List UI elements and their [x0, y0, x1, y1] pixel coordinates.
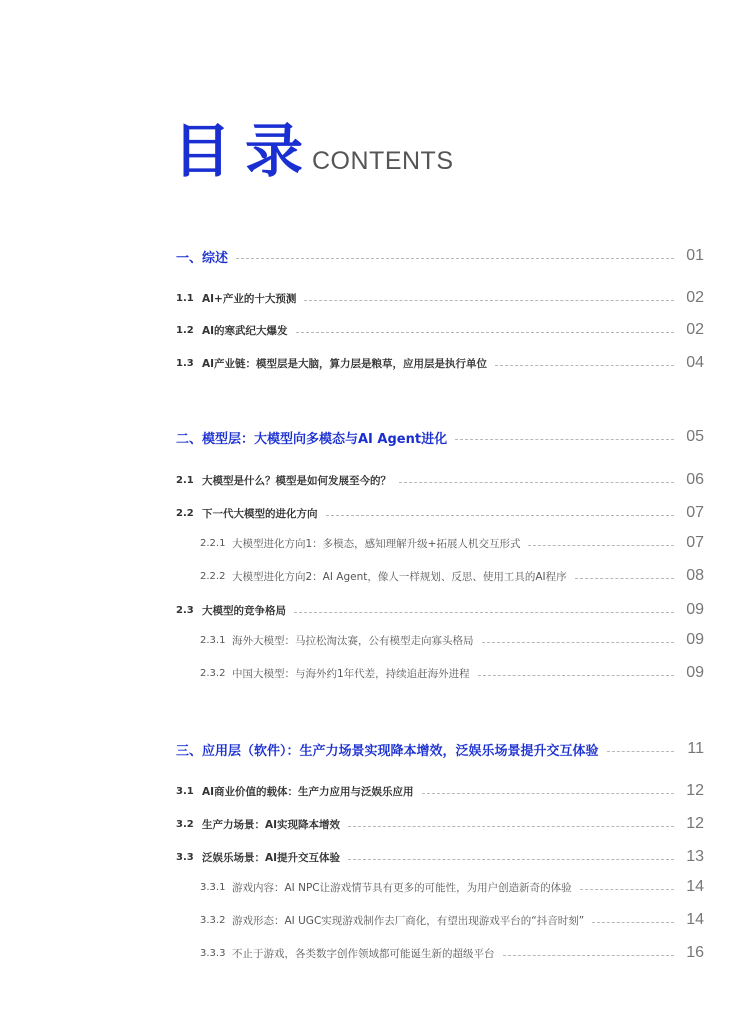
- toc-page: 07: [686, 504, 704, 521]
- leader-dots: [304, 300, 674, 301]
- toc-entry[interactable]: [176, 245, 704, 267]
- toc-entry[interactable]: [176, 287, 704, 309]
- toc-number: 1.2: [176, 324, 194, 336]
- toc-page: 14: [686, 911, 704, 928]
- leader-dots: [478, 675, 674, 676]
- toc-label: 一、综述: [176, 250, 229, 266]
- page-subtitle: CONTENTS: [312, 147, 454, 175]
- toc-entry[interactable]: [200, 909, 704, 931]
- toc-label: 中国大模型：与海外约1年代差，持续追赶海外进程: [232, 667, 470, 680]
- leader-dots: [482, 642, 675, 643]
- toc-page: 07: [686, 534, 704, 551]
- toc-entry[interactable]: [200, 876, 704, 898]
- toc-label: 大模型进化方向2：AI Agent，像人一样规划、反思、使用工具的AI程序: [232, 570, 567, 583]
- leader-dots: [528, 545, 674, 546]
- toc-page: 08: [686, 567, 704, 584]
- toc-page: 09: [686, 631, 704, 648]
- toc-page: 11: [687, 740, 704, 757]
- toc-label: 大模型的竞争格局: [202, 604, 286, 617]
- toc-page: 01: [686, 247, 704, 264]
- toc-page: 05: [686, 428, 704, 445]
- toc-entry[interactable]: [200, 565, 704, 587]
- leader-dots: [348, 859, 674, 860]
- toc-page: 09: [686, 601, 704, 618]
- toc-page: 09: [686, 664, 704, 681]
- toc-number: 3.3.2: [200, 914, 226, 926]
- leader-dots: [236, 258, 674, 259]
- toc-entry[interactable]: [200, 532, 704, 554]
- toc-page: 02: [686, 321, 704, 338]
- toc-number: 1.1: [176, 292, 194, 304]
- toc-entry[interactable]: [176, 599, 704, 621]
- toc-page: 14: [686, 878, 704, 895]
- toc-number: 2.3: [176, 604, 194, 616]
- toc-page: 06: [686, 471, 704, 488]
- toc-label: 下一代大模型的进化方向: [202, 507, 318, 520]
- toc-page: 04: [686, 354, 704, 371]
- toc-number: 3.3.1: [200, 881, 226, 893]
- leader-dots: [326, 515, 675, 516]
- toc-entry[interactable]: [176, 352, 704, 374]
- toc-entry[interactable]: [200, 942, 704, 964]
- leader-dots: [422, 793, 674, 794]
- toc-number: 1.3: [176, 357, 194, 369]
- leader-dots: [592, 922, 674, 923]
- toc-page: 13: [686, 848, 704, 865]
- toc-number: 2.2.2: [200, 570, 226, 582]
- toc-page: 12: [686, 782, 704, 799]
- toc-entry[interactable]: [176, 502, 704, 524]
- toc-label: AI的寒武纪大爆发: [202, 324, 288, 337]
- toc-number: 3.1: [176, 785, 194, 797]
- leader-dots: [607, 751, 674, 752]
- leader-dots: [296, 332, 674, 333]
- leader-dots: [580, 889, 674, 890]
- toc-entry[interactable]: [176, 846, 704, 868]
- toc-label: 三、应用层（软件）：生产力场景实现降本增效，泛娱乐场景提升交互体验: [176, 743, 599, 759]
- leader-dots: [503, 955, 675, 956]
- toc-number: 2.3.1: [200, 634, 226, 646]
- toc-entry[interactable]: [200, 629, 704, 651]
- toc-page: 16: [686, 944, 704, 961]
- leader-dots: [575, 578, 674, 579]
- toc-label: 大模型是什么？模型是如何发展至今的？: [202, 474, 391, 487]
- toc-number: 2.3.2: [200, 667, 226, 679]
- toc-entry[interactable]: [176, 780, 704, 802]
- toc-label: 不止于游戏，各类数字创作领域都可能诞生新的超级平台: [232, 947, 495, 960]
- toc-label: 游戏内容：AI NPC让游戏情节具有更多的可能性，为用户创造新奇的体验: [232, 881, 572, 894]
- toc-number: 2.2.1: [200, 537, 226, 549]
- page-title: 目录: [173, 117, 318, 185]
- toc-label: 二、模型层：大模型向多模态与AI Agent进化: [176, 431, 448, 447]
- toc-label: AI+产业的十大预测: [202, 292, 297, 305]
- toc-entry[interactable]: [176, 813, 704, 835]
- toc-label: 生产力场景：AI实现降本增效: [202, 818, 341, 831]
- leader-dots: [294, 612, 674, 613]
- toc-label: 大模型进化方向1：多模态，感知理解升级+拓展人机交互形式: [232, 537, 521, 550]
- toc-number: 3.3.3: [200, 947, 226, 959]
- toc-entry[interactable]: [176, 426, 704, 448]
- toc-number: 3.2: [176, 818, 194, 830]
- toc-entry[interactable]: [176, 319, 704, 341]
- leader-dots: [348, 826, 674, 827]
- toc-page: 12: [686, 815, 704, 832]
- toc-entry[interactable]: [176, 469, 704, 491]
- toc-label: AI产业链：模型层是大脑，算力层是粮草，应用层是执行单位: [202, 357, 488, 370]
- leader-dots: [495, 365, 674, 366]
- leader-dots: [455, 439, 674, 440]
- toc-label: AI商业价值的载体：生产力应用与泛娱乐应用: [202, 785, 414, 798]
- leader-dots: [399, 482, 674, 483]
- toc-entry[interactable]: [200, 662, 704, 684]
- toc-number: 2.2: [176, 507, 194, 519]
- toc-page: 02: [686, 289, 704, 306]
- toc-number: 2.1: [176, 474, 194, 486]
- toc-entry[interactable]: [176, 738, 704, 760]
- toc-label: 泛娱乐场景：AI提升交互体验: [202, 851, 341, 864]
- toc-label: 游戏形态：AI UGC实现游戏制作去厂商化，有望出现游戏平台的“抖音时刻”: [232, 914, 585, 927]
- toc-number: 3.3: [176, 851, 194, 863]
- toc-label: 海外大模型：马拉松淘汰赛，公有模型走向寡头格局: [232, 634, 474, 647]
